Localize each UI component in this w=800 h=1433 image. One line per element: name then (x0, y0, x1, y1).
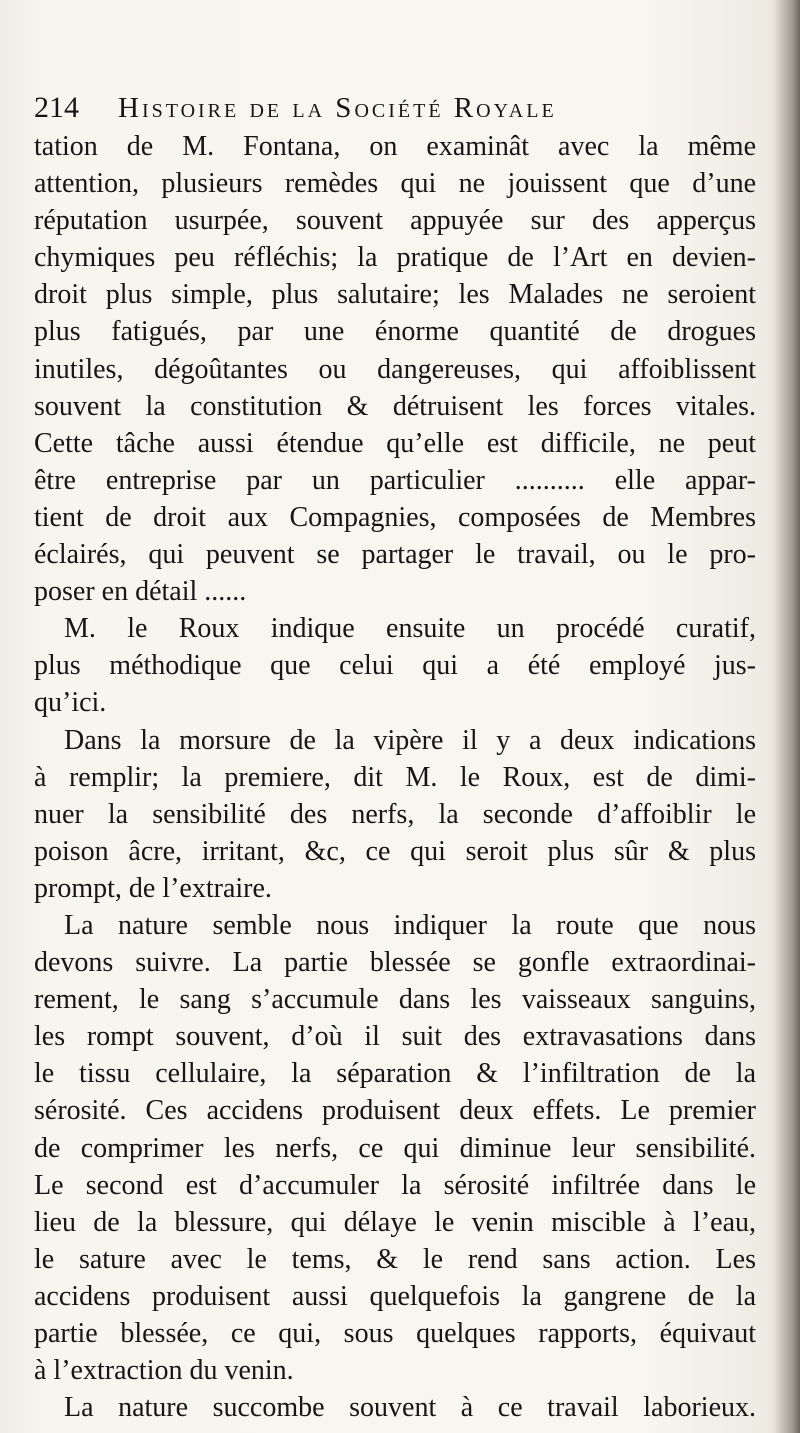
text-line: à remplir; la premiere, dit M. le Roux, est de dimi- (34, 761, 756, 793)
text-line: à l’extraction du venin. (34, 1355, 294, 1387)
text-line: réputation usurpée, souvent appuyée sur des apperçus (34, 205, 756, 237)
text-line: accidens produisent aussi quelquefois la gangrene de la (34, 1280, 756, 1312)
text-line: chymiques peu réfléchis; la pratique de l’Art en devien- (34, 242, 756, 274)
text-line: plus fatigués, par une énorme quantité de drogues (34, 316, 756, 348)
text-line: Dans la morsure de la vipère il y a deux indications (64, 724, 756, 756)
page-edge-shadow (774, 0, 800, 1433)
text-line: sérosité. Ces accidens produisent deux effets. Le premier (34, 1095, 756, 1127)
text-line: le tissu cellulaire, la séparation & l’infiltration de la (34, 1058, 756, 1090)
text-line: lieu de la blessure, qui délaye le venin miscible à l’eau, (34, 1206, 756, 1238)
text-line: nuer la sensibilité des nerfs, la seconde d’affoiblir le (34, 798, 756, 830)
text-line: poser en détail ...... (34, 576, 247, 608)
text-line: rement, le sang s’accumule dans les vaisseaux sanguins, (34, 984, 756, 1016)
text-line: tation de M. Fontana, on examinât avec la même (34, 131, 756, 162)
text-line: de comprimer les nerfs, ce qui diminue leur sensibilité. (34, 1132, 756, 1164)
text-line: souvent la constitution & détruisent les forces vitales. (34, 390, 756, 422)
text-line: le sature avec le tems, & le rend sans action. Les (34, 1243, 756, 1275)
running-head: Histoire de la Société Royale (118, 92, 557, 124)
page-number: 214 (34, 91, 79, 124)
text-line: qu’ici. (34, 687, 107, 719)
text-line: plus méthodique que celui qui a été employé jus- (34, 650, 756, 682)
text-line: être entreprise par un particulier .......... elle appar- (34, 464, 756, 496)
text-line: éclairés, qui peuvent se partager le travail, ou le pro- (34, 539, 756, 571)
text-line: tient de droit aux Compagnies, composées de Membres (34, 501, 756, 533)
text-line: partie blessée, ce qui, sous quelques rapports, équivaut (34, 1318, 756, 1349)
text-line: M. le Roux indique ensuite un procédé curatif, (64, 613, 756, 645)
text-line: les rompt souvent, d’où il suit des extravasations dans (34, 1021, 756, 1053)
body-text (34, 128, 756, 1426)
text-line: Cette tâche aussi étendue qu’elle est difficile, ne peut (34, 427, 756, 459)
text-line: Le second est d’accumuler la sérosité infiltrée dans le (34, 1169, 756, 1201)
page-header (34, 88, 724, 128)
text-line: poison âcre, irritant, &c, ce qui seroit plus sûr & plus (34, 835, 756, 867)
text-line: inutiles, dégoûtantes ou dangereuses, qui affoiblissent (34, 353, 756, 385)
text-line: La nature semble nous indiquer la route que nous (64, 909, 756, 941)
text-line: attention, plusieurs remèdes qui ne jouissent que d’une (34, 168, 756, 200)
text-line: La nature succombe souvent à ce travail laborieux. (64, 1392, 756, 1424)
text-line: devons suivre. La partie blessée se gonfle extraordinai- (34, 947, 756, 979)
text-line: droit plus simple, plus salutaire; les Malades ne seroient (34, 279, 756, 311)
text-line: prompt, de l’extraire. (34, 872, 272, 904)
